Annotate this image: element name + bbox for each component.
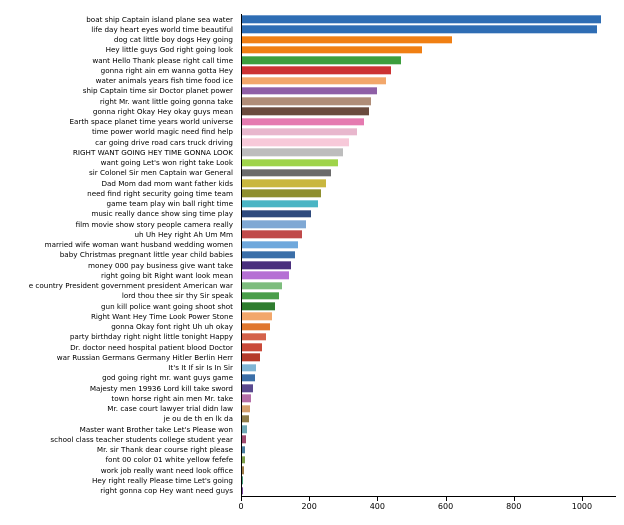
- y-axis-label: [0, 45, 237, 55]
- y-axis-label-text: car going drive road cars truck driving: [95, 137, 233, 147]
- bar-row: [241, 281, 616, 291]
- y-axis-label-text: gonna right ain em wanna gotta Hey: [100, 65, 233, 75]
- y-axis-label-text: boat ship Captain island plane sea water: [86, 14, 233, 24]
- bar-row: [241, 14, 616, 24]
- bar: [241, 384, 253, 391]
- y-axis-label: [0, 260, 237, 270]
- bar-row: [241, 342, 616, 352]
- y-axis-label-text: lord thou thee sir thy Sir speak: [121, 291, 233, 301]
- y-axis-label: [0, 14, 237, 24]
- bar: [241, 169, 331, 176]
- y-axis-label-text: right going bit Right want look mean: [101, 270, 233, 280]
- bar-row: [241, 188, 616, 198]
- bar: [241, 354, 260, 361]
- bar: [241, 200, 318, 207]
- y-axis-label-text: dog cat little boy dogs Hey going: [113, 35, 233, 45]
- y-axis-label: [0, 106, 237, 116]
- y-axis-label-text: time power world magic need find help: [91, 127, 233, 137]
- bar-row: [241, 178, 616, 188]
- y-axis-label: [0, 35, 237, 45]
- x-tick: [241, 497, 242, 501]
- bar-row: [241, 455, 616, 465]
- bar: [241, 210, 311, 217]
- y-axis-label-text: money 000 pay business give want take: [87, 260, 233, 270]
- bar: [241, 179, 326, 186]
- plot-area: [241, 14, 616, 496]
- bar-row: [241, 445, 616, 455]
- bar-row: [241, 373, 616, 383]
- bar-row: [241, 260, 616, 270]
- y-axis-label-text: Dad Mom dad mom want father kids: [101, 178, 233, 188]
- bar: [241, 97, 371, 104]
- y-axis-label: [0, 465, 237, 475]
- bar: [241, 149, 343, 156]
- bar: [241, 272, 289, 279]
- y-axis-label-text: Master want Brother take Let's Please won: [79, 424, 233, 434]
- y-axis-label: [0, 281, 237, 291]
- bar: [241, 241, 298, 248]
- bar-row: [241, 199, 616, 209]
- y-axis-label: [0, 332, 237, 342]
- bar-row: [241, 475, 616, 485]
- bar-row: [241, 332, 616, 342]
- y-axis-label: [0, 393, 237, 403]
- bar-row: [241, 24, 616, 34]
- y-axis-label-text: life day heart eyes world time beautiful: [91, 24, 233, 34]
- y-axis-label-text: baby Christmas pregnant little year child babies: [59, 250, 233, 260]
- y-axis-label: [0, 127, 237, 137]
- bar: [241, 138, 349, 145]
- y-axis-label: [0, 117, 237, 127]
- y-axis-label-text: water animals years fish time food ice: [95, 76, 233, 86]
- bar-row: [241, 311, 616, 321]
- y-axis-label-text: Dr. doctor need hospital patient blood Doctor: [70, 342, 233, 352]
- bar-row: [241, 434, 616, 444]
- y-axis-label-text: music really dance show sing time play: [91, 209, 233, 219]
- x-tick-label: 200: [301, 502, 317, 511]
- y-axis-label: [0, 147, 237, 157]
- y-axis-label-text: Mr. sir Thank dear course right please: [96, 445, 233, 455]
- bar-row: [241, 117, 616, 127]
- bar-row: [241, 209, 616, 219]
- y-axis-label-text: Majesty men 19936 Lord kill take sword: [89, 383, 233, 393]
- y-axis-label-text: uh Uh Hey right Ah Um Mm: [134, 229, 233, 239]
- y-axis-label-text: gun kill police want going shoot shot: [100, 301, 233, 311]
- bar-row: [241, 486, 616, 496]
- x-tick: [309, 497, 310, 501]
- bar-row: [241, 414, 616, 424]
- y-axis-category-labels: [0, 14, 237, 496]
- y-axis-label-text: war Russian Germans Germany Hitler Berlin Herr: [56, 352, 233, 362]
- bar-row: [241, 424, 616, 434]
- y-axis-label-text: Right Want Hey Time Look Power Stone: [90, 311, 233, 321]
- bar: [241, 108, 369, 115]
- bar: [241, 46, 422, 53]
- y-axis-label: [0, 96, 237, 106]
- bar-row: [241, 158, 616, 168]
- y-axis-label-text: It's It If sir Is In Sir: [168, 363, 233, 373]
- y-axis-label: [0, 424, 237, 434]
- bar-row: [241, 45, 616, 55]
- bar-row: [241, 404, 616, 414]
- y-axis-label-text: town horse right ain men Mr. take: [111, 393, 233, 403]
- y-axis-line: [241, 14, 242, 496]
- bar: [241, 282, 282, 289]
- bar: [241, 343, 262, 350]
- bar: [241, 36, 452, 43]
- y-axis-label: [0, 168, 237, 178]
- y-axis-label-text: ship Captain time sir Doctor planet power: [82, 86, 233, 96]
- y-axis-label-text: school class teacher students college student year: [50, 434, 233, 444]
- bar: [241, 302, 275, 309]
- bar: [241, 56, 401, 63]
- y-axis-label: [0, 373, 237, 383]
- bar-row: [241, 76, 616, 86]
- y-axis-label: [0, 219, 237, 229]
- bar: [241, 395, 251, 402]
- y-axis-label: [0, 475, 237, 485]
- bar: [241, 364, 256, 371]
- bar: [241, 77, 386, 84]
- y-axis-label: [0, 199, 237, 209]
- y-axis-label-text: want Hello Thank please right call time: [92, 55, 233, 65]
- y-axis-label-text: RIGHT WANT GOING HEY TIME GONNA LOOK: [72, 147, 233, 157]
- y-axis-label: [0, 76, 237, 86]
- y-axis-label-text: Hey little guys God right going look: [105, 45, 233, 55]
- bar-row: [241, 383, 616, 393]
- bar: [241, 405, 250, 412]
- bar: [241, 323, 270, 330]
- y-axis-label: [0, 188, 237, 198]
- bar: [241, 26, 597, 33]
- bar: [241, 128, 357, 135]
- y-axis-label-text: Hey right really Please time Let's going: [91, 475, 233, 485]
- bar: [241, 292, 279, 299]
- y-axis-label-text: Mr. case court lawyer trial didn law: [107, 404, 233, 414]
- y-axis-label: [0, 65, 237, 75]
- y-axis-label: [0, 414, 237, 424]
- y-axis-label: [0, 352, 237, 362]
- y-axis-label-text: Earth space planet time years world universe: [69, 117, 233, 127]
- bar-row: [241, 465, 616, 475]
- y-axis-label: [0, 55, 237, 65]
- y-axis-label-text: sir Colonel Sir men Captain war General: [88, 168, 233, 178]
- y-axis-label: [0, 270, 237, 280]
- y-axis-label: [0, 322, 237, 332]
- x-tick-label: 0: [238, 502, 244, 511]
- y-axis-label: [0, 434, 237, 444]
- y-axis-label-text: je ou de th en lk da: [163, 414, 233, 424]
- y-axis-label-text: right Mr. want little going gonna take: [99, 96, 233, 106]
- bar-row: [241, 137, 616, 147]
- y-axis-label-text: party birthday right night little tonight Happy: [69, 332, 233, 342]
- y-axis-label: [0, 383, 237, 393]
- y-axis-label-text: want going Let's won right take Look: [100, 158, 233, 168]
- x-tick-label: 800: [506, 502, 522, 511]
- y-axis-label: [0, 178, 237, 188]
- bar-row: [241, 363, 616, 373]
- y-axis-label-text: e country President government president American war: [28, 281, 233, 291]
- bar: [241, 415, 249, 422]
- y-axis-label: [0, 291, 237, 301]
- y-axis-label: [0, 486, 237, 496]
- y-axis-label: [0, 24, 237, 34]
- y-axis-label: [0, 342, 237, 352]
- x-tick-label: 1000: [571, 502, 593, 511]
- bar: [241, 87, 377, 94]
- y-axis-label: [0, 86, 237, 96]
- bar: [241, 118, 364, 125]
- bar-row: [241, 322, 616, 332]
- y-axis-label: [0, 404, 237, 414]
- x-tick: [446, 497, 447, 501]
- y-axis-label-text: right gonna cop Hey want need guys: [100, 486, 233, 496]
- y-axis-label: [0, 250, 237, 260]
- bar: [241, 220, 306, 227]
- bar: [241, 374, 255, 381]
- bar: [241, 231, 302, 238]
- bar: [241, 15, 601, 22]
- bar: [241, 261, 291, 268]
- bar-row: [241, 35, 616, 45]
- y-axis-label: [0, 445, 237, 455]
- y-axis-label: [0, 363, 237, 373]
- bar-row: [241, 352, 616, 362]
- bar-row: [241, 96, 616, 106]
- bar-row: [241, 168, 616, 178]
- x-tick-label: 600: [437, 502, 454, 511]
- x-tick: [377, 497, 378, 501]
- y-axis-label-text: font 00 color 01 white yellow fefefe: [105, 455, 233, 465]
- x-tick: [514, 497, 515, 501]
- x-tick-label: 400: [369, 502, 385, 511]
- bar-row: [241, 65, 616, 75]
- bar-row: [241, 270, 616, 280]
- y-axis-label: [0, 229, 237, 239]
- bar-row: [241, 86, 616, 96]
- y-axis-label-text: married wife woman want husband wedding women: [44, 240, 233, 250]
- bar-row: [241, 229, 616, 239]
- y-axis-label: [0, 209, 237, 219]
- bar-row: [241, 240, 616, 250]
- y-axis-label-text: film movie show story people camera really: [75, 219, 233, 229]
- bar-row: [241, 106, 616, 116]
- bar: [241, 159, 338, 166]
- x-tick: [582, 497, 583, 501]
- y-axis-label: [0, 301, 237, 311]
- bar: [241, 190, 321, 197]
- bar-row: [241, 291, 616, 301]
- y-axis-label-text: gonna Okay font right Uh uh okay: [111, 322, 233, 332]
- bar-row: [241, 219, 616, 229]
- bar: [241, 251, 295, 258]
- bar-row: [241, 250, 616, 260]
- y-axis-label-text: game team play win ball right time: [106, 199, 233, 209]
- y-axis-label: [0, 311, 237, 321]
- y-axis-label-text: work job really want need look office: [100, 465, 233, 475]
- y-axis-label: [0, 137, 237, 147]
- y-axis-label: [0, 455, 237, 465]
- bar-row: [241, 127, 616, 137]
- y-axis-label-text: gonna right Okay Hey okay guys mean: [92, 106, 233, 116]
- y-axis-label: [0, 240, 237, 250]
- bar-row: [241, 55, 616, 65]
- bar: [241, 67, 391, 74]
- bar: [241, 313, 272, 320]
- x-axis-line: [241, 496, 616, 497]
- bar-row: [241, 393, 616, 403]
- y-axis-label-text: need find right security going time team: [87, 188, 233, 198]
- y-axis-label: [0, 158, 237, 168]
- bar-row: [241, 301, 616, 311]
- bar-row: [241, 147, 616, 157]
- y-axis-label-text: god going right mr. want guys game: [102, 373, 233, 383]
- bar: [241, 333, 266, 340]
